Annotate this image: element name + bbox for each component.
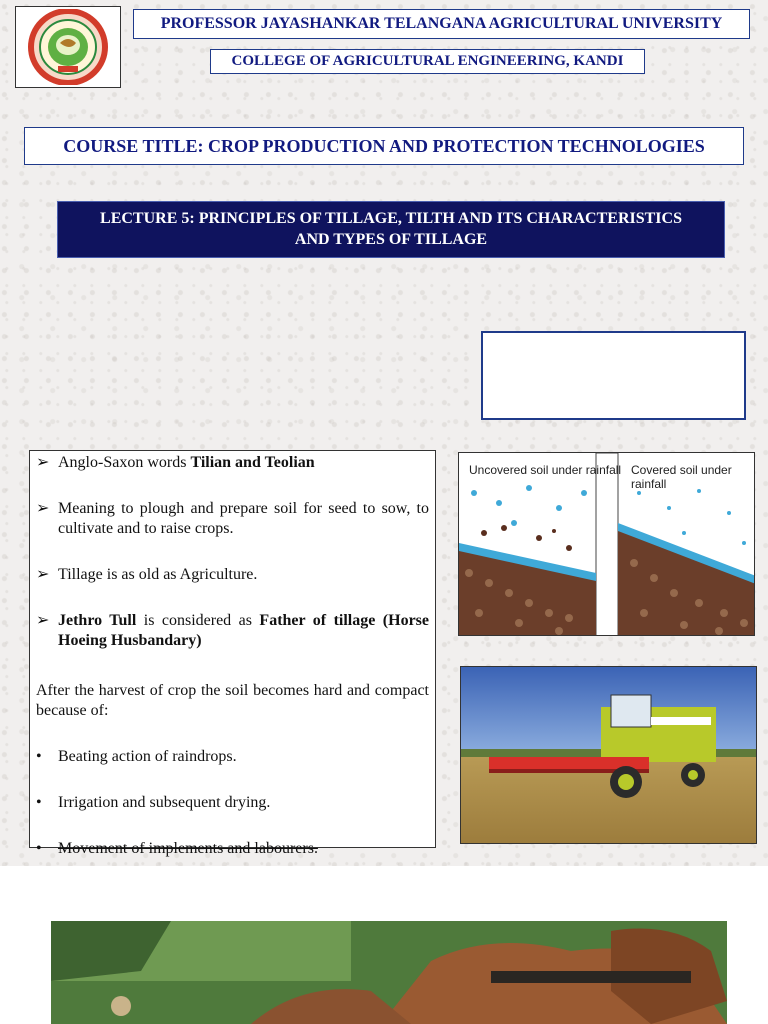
horse-image [51, 921, 727, 1024]
university-title: PROFESSOR JAYASHANKAR TELANGANA AGRICULTURAL UNIVERSITY [133, 9, 750, 39]
bullet-item [36, 565, 429, 585]
bullet-text: Meaning to plough and prepare soil for seed to sow, to cultivate and to raise crops. [58, 500, 429, 537]
dot-text: Beating action of raindrops. [58, 748, 237, 765]
arrow-bullet-icon: ➢ [36, 566, 50, 583]
dot-bullet-icon: • [36, 794, 42, 811]
rainfall-figure [458, 452, 755, 636]
bullet-text: is considered as [136, 612, 260, 629]
content-text-box [29, 450, 436, 857]
course-title: COURSE TITLE: CROP PRODUCTION AND PROTECTION TECHNOLOGIES [24, 127, 744, 165]
bullet-item [36, 453, 429, 473]
lecture-title-line2: AND TYPES OF TILLAGE [294, 230, 488, 248]
bullet-bold-text: Tilian and Teolian [190, 454, 315, 471]
lecture-title [57, 201, 725, 258]
lecture-title-line1: LECTURE 5: PRINCIPLES OF TILLAGE, TILTH AND ITS CHARACTERISTICS [100, 209, 682, 227]
dot-text: Irrigation and subsequent drying. [58, 794, 271, 811]
bullet-item [36, 611, 429, 651]
arrow-bullet-icon: ➢ [36, 612, 50, 629]
uncovered-caption: Uncovered soil under rainfall [469, 463, 622, 477]
arrow-bullet-icon: ➢ [36, 500, 50, 517]
bullet-text: Anglo-Saxon words [58, 454, 191, 471]
dot-item [36, 839, 429, 859]
covered-caption: Covered soil under rainfall [631, 463, 732, 491]
college-title: COLLEGE OF AGRICULTURAL ENGINEERING, KANDI [210, 49, 645, 74]
dot-bullet-icon: • [36, 840, 42, 857]
dot-text: Movement of implements and labourers. [58, 840, 318, 857]
bullet-bold-text: Jethro Tull [58, 612, 137, 629]
dot-item [36, 793, 429, 813]
paragraph: After the harvest of crop the soil becomes hard and compact because of: [36, 682, 429, 719]
harvester-image [461, 667, 757, 844]
empty-text-box [481, 331, 746, 420]
horse-ploughing-photo [51, 921, 727, 1024]
combine-harvester-photo [460, 666, 757, 844]
bullet-text: Tillage is as old as Agriculture. [58, 566, 258, 583]
dot-bullet-icon: • [36, 748, 42, 765]
dot-item [36, 747, 429, 767]
bullet-item [36, 499, 429, 539]
university-logo [15, 6, 121, 88]
bullet-bold-text: Father of tillage (Horse Hoeing Husbandary) [58, 612, 429, 649]
logo-seal-icon [20, 9, 116, 85]
arrow-bullet-icon: ➢ [36, 454, 50, 471]
